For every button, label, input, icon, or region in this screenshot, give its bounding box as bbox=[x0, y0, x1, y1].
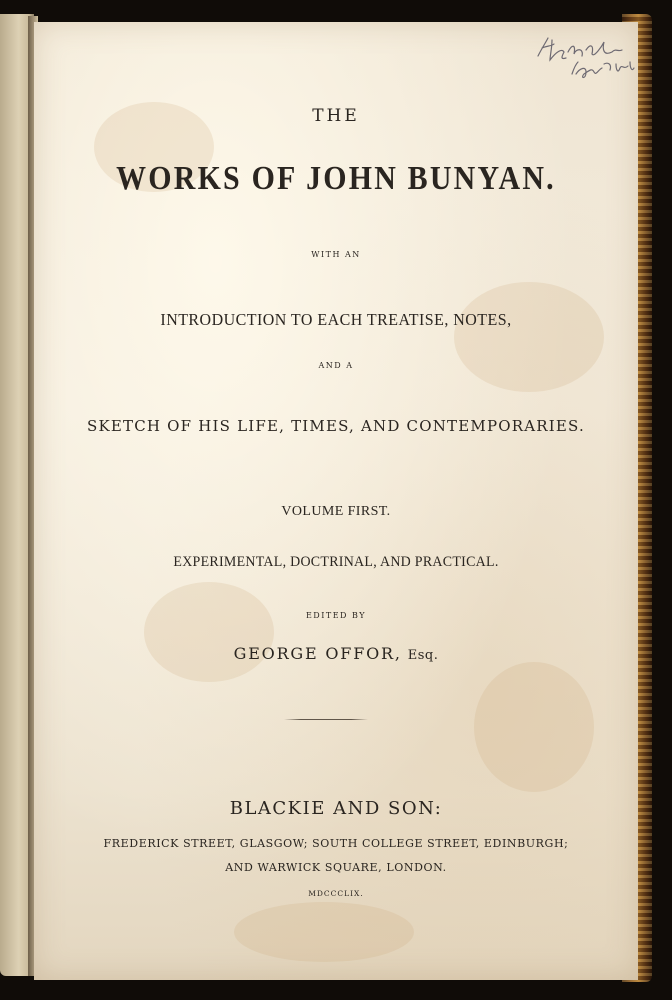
publisher-address-1: FREDERICK STREET, GLASGOW; SOUTH COLLEGE STREET, EDINBURGH; bbox=[103, 837, 569, 850]
foxing-stain bbox=[474, 662, 594, 792]
with-an-text: WITH AN bbox=[311, 250, 361, 259]
publication-year: MDCCCLIX. bbox=[308, 889, 364, 898]
foxing-stain bbox=[454, 282, 604, 392]
foxing-stain bbox=[234, 902, 414, 962]
sketch-line: SKETCH OF HIS LIFE, TIMES, AND CONTEMPORARIES. bbox=[87, 417, 585, 435]
editor-name-line bbox=[34, 644, 638, 663]
pencil-annotation bbox=[532, 34, 638, 102]
and-a-text: AND A bbox=[318, 361, 354, 370]
divider-rule bbox=[284, 719, 368, 720]
volume-subtitle: EXPERIMENTAL, DOCTRINAL, AND PRACTICAL. bbox=[173, 554, 499, 570]
publisher-address-2: AND WARWICK SQUARE, LONDON. bbox=[225, 861, 447, 874]
title-page bbox=[34, 22, 638, 980]
editor-suffix: Esq. bbox=[407, 648, 439, 663]
editor-name: GEORGE OFFOR, bbox=[233, 644, 402, 663]
edited-by-text: EDITED BY bbox=[305, 611, 367, 620]
foxing-stain bbox=[144, 582, 274, 682]
volume-label: VOLUME FIRST. bbox=[281, 504, 391, 519]
introduction-line: INTRODUCTION TO EACH TREATISE, NOTES, bbox=[160, 310, 512, 329]
book-title: WORKS OF JOHN BUNYAN. bbox=[116, 160, 556, 197]
title-article: THE bbox=[312, 106, 360, 126]
publisher-name: BLACKIE AND SON: bbox=[229, 798, 443, 819]
